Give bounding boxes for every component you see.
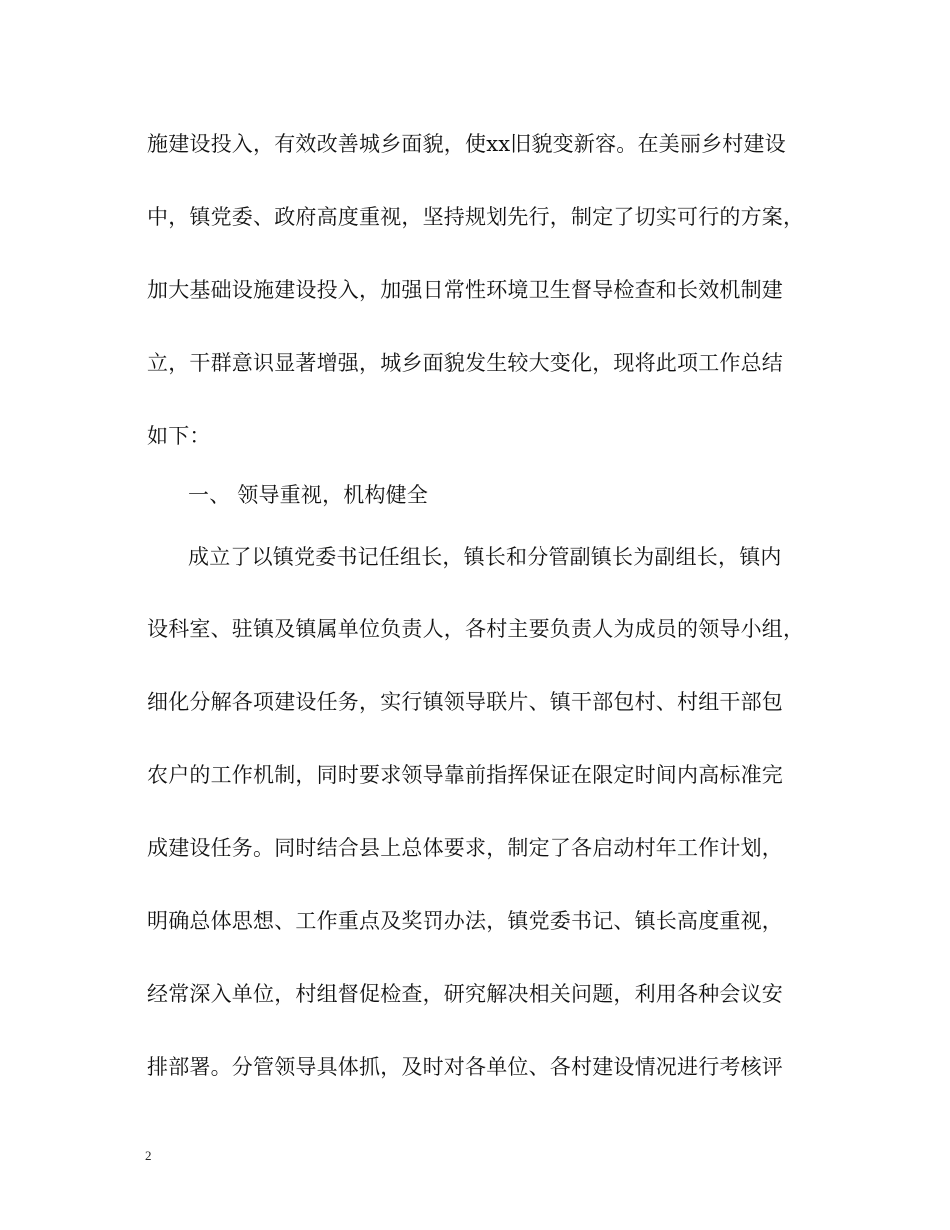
page-number: 2 [145,1148,152,1163]
section-heading: 一、 领导重视，机构健全 [188,483,429,507]
paragraph-line: 明确总体思想、工作重点及奖罚办法，镇党委书记、镇长高度重视， [147,909,783,933]
paragraph-line: 施建设投入，有效改善城乡面貌，使xx旧貌变新容。在美丽乡村建设 [147,132,786,156]
paragraph-line: 经常深入单位，村组督促检查，研究解决相关问题，利用各种会议安 [147,982,783,1006]
paragraph-line: 成立了以镇党委书记任组长，镇长和分管副镇长为副组长，镇内 [188,545,782,569]
paragraph-line: 如下： [147,424,211,448]
paragraph-line: 设科室、驻镇及镇属单位负责人，各村主要负责人为成员的领导小组， [147,617,805,641]
paragraph-line: 细化分解各项建设任务，实行镇领导联片、镇干部包村、村组干部包 [147,690,783,714]
paragraph-line: 立，干群意识显著增强，城乡面貌发生较大变化，现将此项工作总结 [147,351,783,375]
paragraph-line: 排部署。分管领导具体抓，及时对各单位、各村建设情况进行考核评 [147,1055,783,1079]
paragraph-line: 农户的工作机制，同时要求领导靠前指挥保证在限定时间内高标准完 [147,763,783,787]
paragraph-line: 加大基础设施建设投入，加强日常性环境卫生督导检查和长效机制建 [147,278,783,302]
paragraph-line: 中，镇党委、政府高度重视，坚持规划先行，制定了切实可行的方案， [147,205,805,229]
paragraph-line: 成建设任务。同时结合县上总体要求，制定了各启动村年工作计划， [147,836,783,860]
